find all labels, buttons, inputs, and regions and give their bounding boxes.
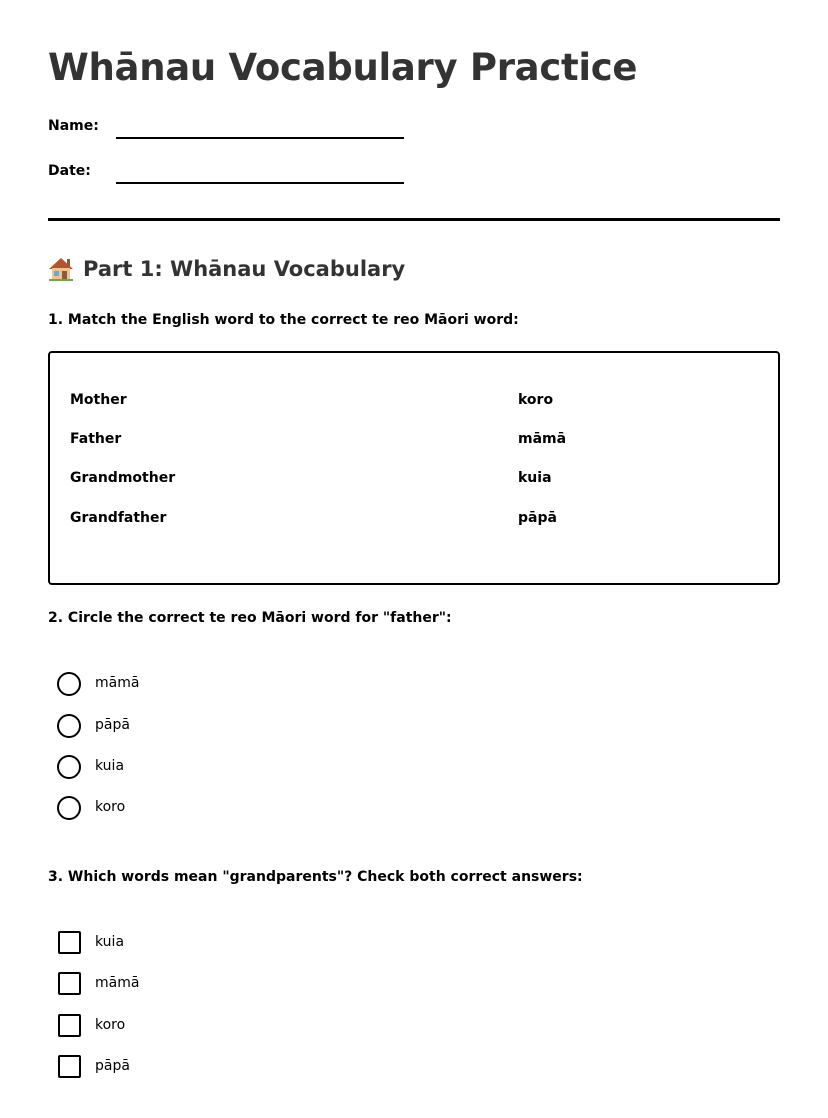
- name-field: [48, 118, 408, 148]
- english-word[interactable]: Mother: [70, 392, 127, 408]
- english-word[interactable]: Father: [70, 431, 122, 447]
- section-heading-text: Part 1: Whānau Vocabulary: [83, 257, 406, 281]
- radio-option[interactable]: [57, 672, 257, 696]
- checkbox[interactable]: [58, 1014, 81, 1037]
- house-icon: [48, 256, 74, 282]
- radio-option[interactable]: [57, 796, 257, 820]
- radio-option-label: pāpā: [95, 717, 130, 733]
- radio-button[interactable]: [57, 755, 81, 779]
- checkbox-option[interactable]: [57, 1014, 257, 1038]
- question-2-prompt: 2. Circle the correct te reo Māori word for "father":: [48, 610, 452, 626]
- date-input-line[interactable]: [116, 182, 404, 184]
- checkbox-option[interactable]: [57, 972, 257, 996]
- question-3-prompt: 3. Which words mean "grandparents"? Check both correct answers:: [48, 869, 583, 885]
- maori-word[interactable]: pāpā: [518, 510, 557, 526]
- maori-word[interactable]: māmā: [518, 431, 567, 447]
- radio-option[interactable]: [57, 714, 257, 738]
- checkbox-option-label: koro: [95, 1017, 126, 1033]
- radio-button[interactable]: [57, 714, 81, 738]
- header-divider: [48, 218, 780, 221]
- maori-word[interactable]: kuia: [518, 470, 552, 486]
- checkbox[interactable]: [58, 972, 81, 995]
- checkbox[interactable]: [58, 931, 81, 954]
- question-1-prompt: 1. Match the English word to the correct te reo Māori word:: [48, 312, 519, 328]
- checkbox-option-label: kuia: [95, 934, 125, 950]
- maori-word[interactable]: koro: [518, 392, 554, 408]
- radio-button[interactable]: [57, 796, 81, 820]
- english-word[interactable]: Grandfather: [70, 510, 167, 526]
- date-label: Date:: [48, 163, 91, 179]
- page-title: Whānau Vocabulary Practice: [48, 46, 638, 89]
- radio-button[interactable]: [57, 672, 81, 696]
- matching-box: [48, 351, 780, 585]
- name-label: Name:: [48, 118, 99, 134]
- checkbox-option[interactable]: [57, 1055, 257, 1079]
- name-input-line[interactable]: [116, 137, 404, 139]
- english-word[interactable]: Grandmother: [70, 470, 176, 486]
- radio-option-label: koro: [95, 799, 126, 815]
- checkbox-option-label: māmā: [95, 975, 140, 991]
- date-field: [48, 163, 408, 193]
- radio-option-label: māmā: [95, 675, 140, 691]
- section-heading-part-1: [48, 256, 405, 282]
- checkbox[interactable]: [58, 1055, 81, 1078]
- checkbox-option[interactable]: [57, 931, 257, 955]
- radio-option[interactable]: [57, 755, 257, 779]
- radio-option-label: kuia: [95, 758, 125, 774]
- checkbox-option-label: pāpā: [95, 1058, 130, 1074]
